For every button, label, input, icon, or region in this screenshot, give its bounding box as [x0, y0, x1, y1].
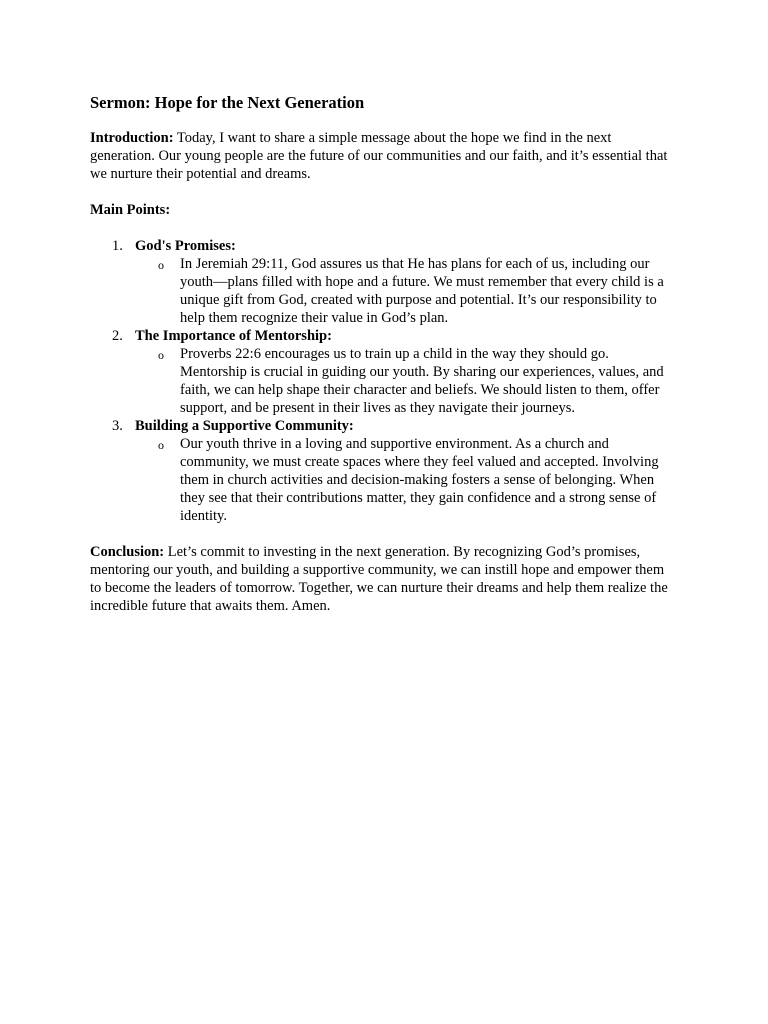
- main-points-list: [90, 237, 678, 525]
- sub-list: [135, 345, 678, 417]
- introduction-label: Introduction:: [90, 130, 174, 146]
- document-title: Sermon: Hope for the Next Generation: [90, 93, 365, 112]
- point-number: 1.: [112, 238, 123, 254]
- bullet-marker: o: [158, 258, 164, 272]
- sub-list-item: [135, 435, 678, 525]
- conclusion-paragraph: [90, 543, 678, 615]
- list-item: [90, 417, 678, 525]
- point-title: The Importance of Mentorship:: [135, 328, 332, 344]
- bullet-marker: o: [158, 438, 164, 452]
- point-text: In Jeremiah 29:11, God assures us that He has plans for each of us, including our youth—plans filled with hope and a future. We must remember that every child is a unique gift from God, created with purpose and potential. It’s our responsibility to help them recognize their value in God’s plan.: [180, 256, 664, 326]
- point-number: 3.: [112, 418, 123, 434]
- list-item: [90, 237, 678, 327]
- sub-list-item: [135, 345, 678, 417]
- sub-list-item: [135, 255, 678, 327]
- point-title: God's Promises:: [135, 238, 236, 254]
- list-item: [90, 327, 678, 417]
- point-title: Building a Supportive Community:: [135, 418, 354, 434]
- point-number: 2.: [112, 328, 123, 344]
- bullet-marker: o: [158, 348, 164, 362]
- introduction-paragraph: [90, 129, 678, 183]
- sub-list: [135, 435, 678, 525]
- point-text: Our youth thrive in a loving and supportive environment. As a church and community, we must create spaces where they feel valued and accepted. Involving them in church activities and decision-making fosters a sense of belonging. When they see that their contributions matter, they gain confidence and a strong sense of identity.: [180, 436, 659, 524]
- introduction-text: Today, I want to share a simple message about the hope we find in the next generation. Our young people are the future of our communities and our faith, and it’s essential that we nurture their potential and dreams.: [90, 130, 668, 182]
- sub-list: [135, 255, 678, 327]
- conclusion-text: Let’s commit to investing in the next generation. By recognizing God’s promises, mentoring our youth, and building a supportive community, we can instill hope and empower them to become the leaders of tomorrow. Together, we can nurture their dreams and help them realize the incredible future that awaits them. Amen.: [90, 544, 668, 614]
- conclusion-label: Conclusion:: [90, 544, 165, 560]
- point-text: Proverbs 22:6 encourages us to train up a child in the way they should go. Mentorship is crucial in guiding our youth. By sharing our experiences, values, and faith, we can help shape their character and beliefs. We should listen to them, offer support, and be present in their lives as they navigate their journeys.: [180, 346, 664, 416]
- main-points-heading: Main Points:: [90, 202, 171, 218]
